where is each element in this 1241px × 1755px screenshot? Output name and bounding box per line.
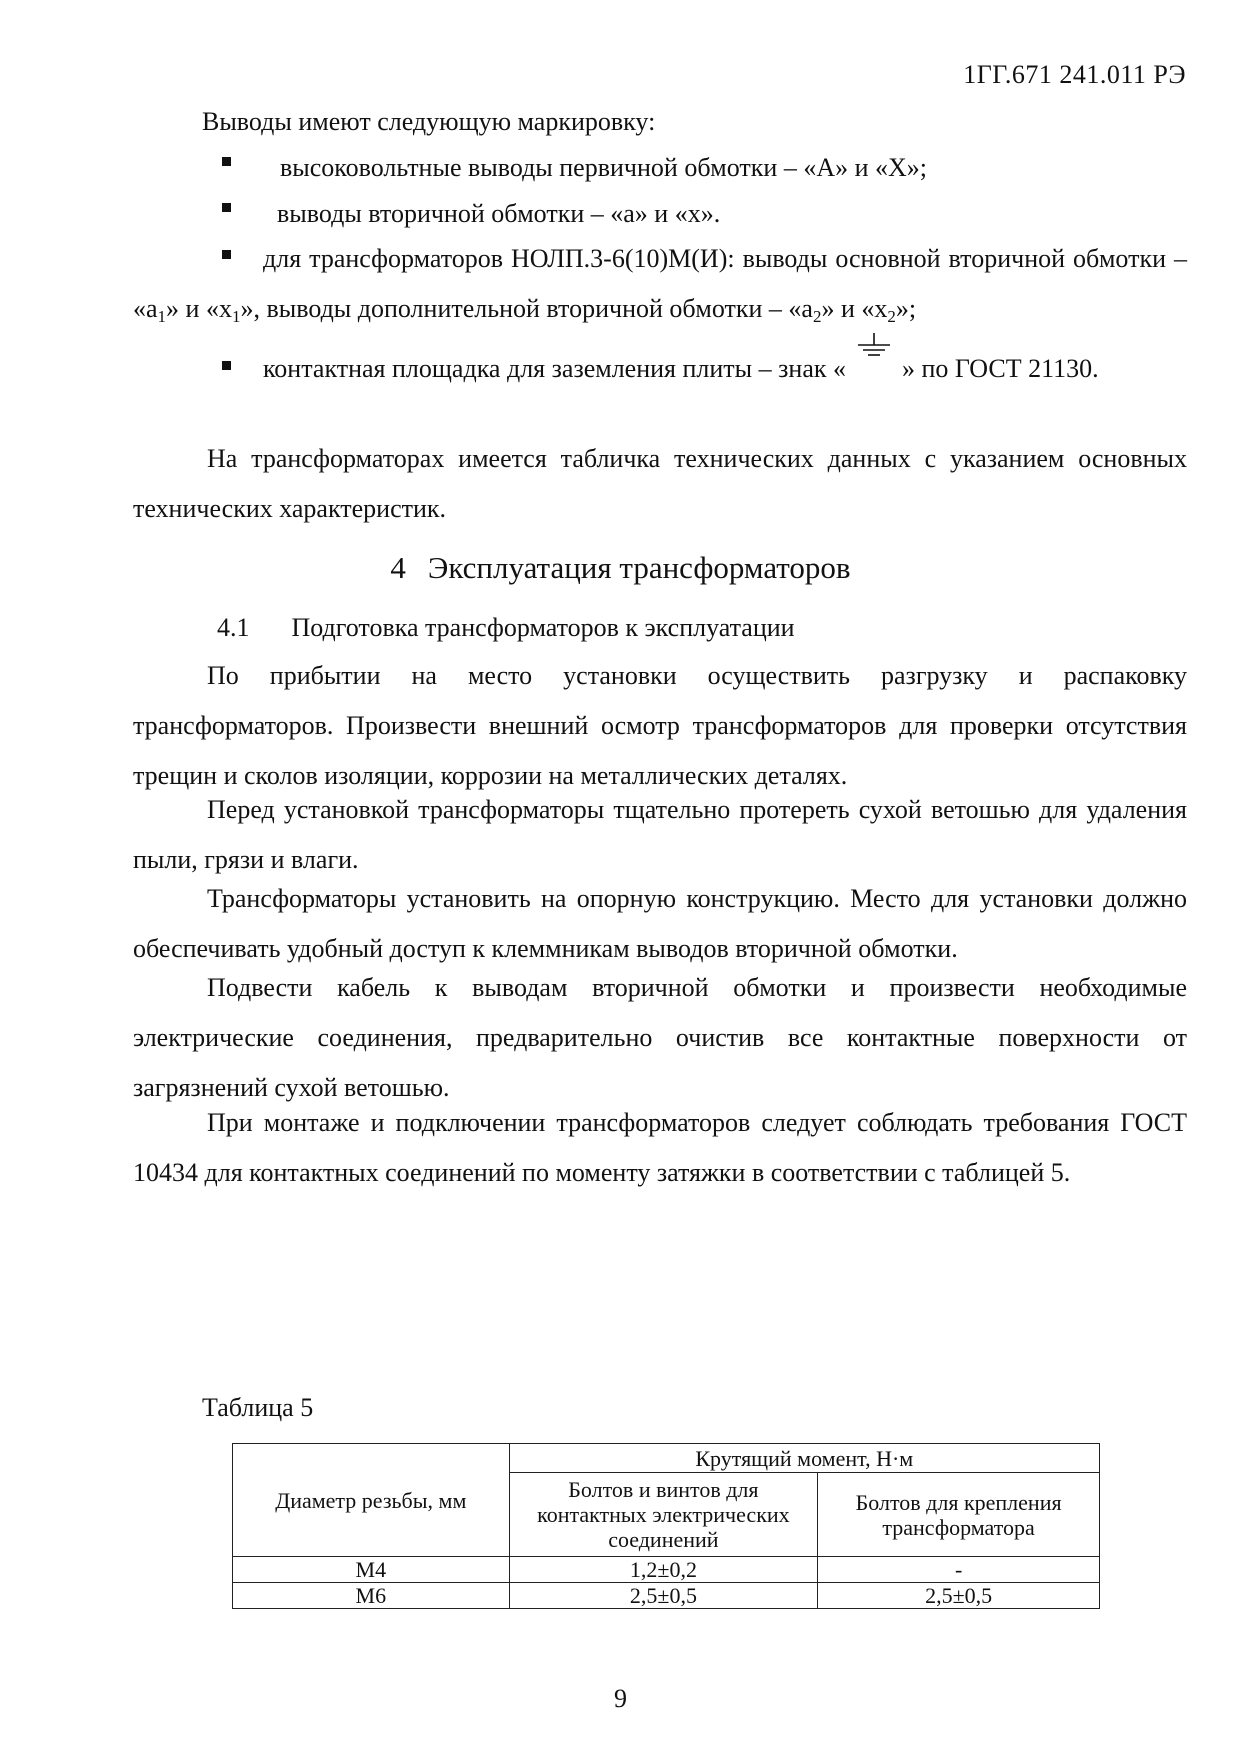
table-header-electrical-bolts: Болтов и винтов для контактных электрических соединений (509, 1473, 818, 1557)
table-row (233, 1557, 1100, 1583)
bullet-square-icon (222, 203, 231, 212)
ground-icon (846, 361, 902, 381)
section-title: Эксплуатация трансформаторов (427, 550, 851, 585)
paragraph-mounting: Трансформаторы установить на опорную конструкцию. Место для установки должно обеспечивать удобный доступ к клеммникам выводов вторичной обмотки. (133, 884, 1187, 963)
subsection-heading (217, 613, 795, 643)
table-cell: М6 (233, 1583, 510, 1609)
bullet-text: высоковольтные выводы первичной обмотки – «А» и «Х»; (280, 153, 928, 182)
bullet-nolp-terminals (133, 234, 1187, 342)
bullet-text: выводы вторичной обмотки – «а» и «х». (277, 199, 721, 228)
table-cell: 2,5±0,5 (509, 1583, 818, 1609)
section-number: 4 (390, 550, 406, 585)
bullet-secondary-terminals (150, 189, 1187, 239)
terminals-intro: Выводы имеют следующую маркировку: (202, 107, 656, 136)
table-caption: Таблица 5 (202, 1393, 314, 1422)
page-number: 9 (614, 1684, 627, 1713)
table-cell: М4 (233, 1557, 510, 1583)
table-header-thread-diameter: Диаметр резьбы, мм (233, 1444, 510, 1557)
table-header-mounting-bolts: Болтов для крепления трансформатора (818, 1473, 1100, 1557)
table-row (233, 1583, 1100, 1609)
table-cell: 2,5±0,5 (818, 1583, 1100, 1609)
document-code: 1ГГ.671 241.011 РЭ (963, 60, 1186, 89)
subsection-number: 4.1 (217, 613, 250, 642)
bullet-square-icon (222, 157, 231, 166)
bullet-text: контактная площадка для заземления плиты – знак « » по ГОСТ 21130. (263, 354, 1099, 383)
table-cell: 1,2±0,2 (509, 1557, 818, 1583)
bullet-text: для трансформаторов НОЛП.3-6(10)М(И): выводы основной вторичной обмотки – «$а_1$» и «$х_1$», выводы дополнительной вторичной обмотки – «$а_2$» и «$х_2$»; (133, 244, 1187, 326)
paragraph-cleaning: Перед установкой трансформаторы тщательно протереть сухой ветошью для удаления пыли, грязи и влаги. (133, 795, 1187, 874)
subsection-title: Подготовка трансформаторов к эксплуатации (291, 613, 795, 642)
bullet-primary-terminals (150, 143, 1187, 193)
table-cell: - (818, 1557, 1100, 1583)
nameplate-paragraph: На трансформаторах имеется табличка технических данных с указанием основных технических характеристик. (133, 444, 1187, 523)
section-heading (0, 550, 1241, 586)
bullet-grounding-pad (133, 345, 1187, 393)
paragraph-cable: Подвести кабель к выводам вторичной обмотки и произвести необходимые электрические соединения, предварительно очистив все контактные поверхности от загрязнений сухой ветошью. (133, 973, 1187, 1102)
torque-table (232, 1443, 1100, 1609)
paragraph-unloading: По прибытии на место установки осуществить разгрузку и распаковку трансформаторов. Произвести внешний осмотр трансформаторов для проверки отсутствия трещин и сколов изоляции, коррозии на металлических деталях. (133, 661, 1187, 790)
paragraph-gost: При монтаже и подключении трансформаторов следует соблюдать требования ГОСТ 10434 для контактных соединений по моменту затяжки в соответствии с таблицей 5. (133, 1108, 1187, 1187)
table-header-torque: Крутящий момент, Н·м (509, 1444, 1099, 1473)
